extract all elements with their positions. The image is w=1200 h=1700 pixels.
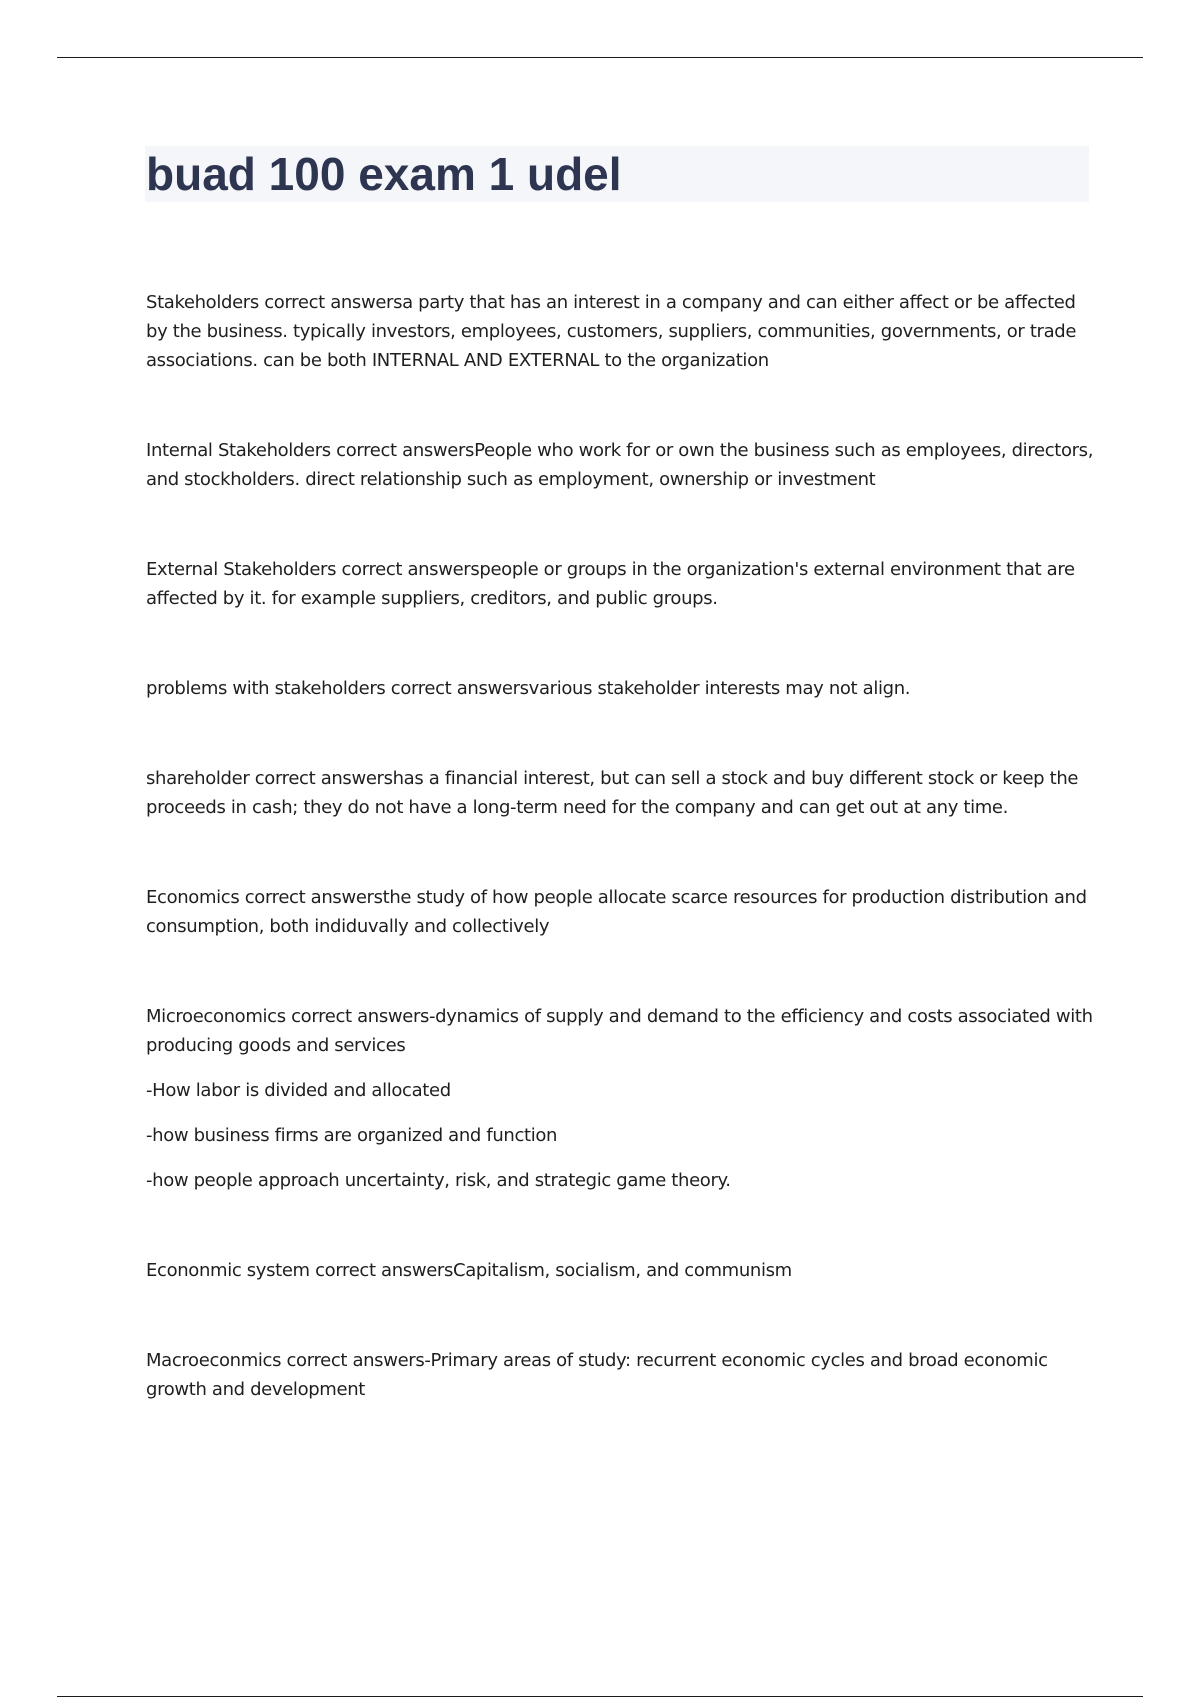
entry-macroeconomics [146, 1346, 1096, 1404]
entry-subpoint: -How labor is divided and allocated [146, 1080, 451, 1101]
entry-text: shareholder correct answershas a financial interest, but can sell a stock and buy different stock or keep the proceeds in cash; they do not have a long-term need for the company and can get out at any time. [146, 768, 1079, 818]
entry-economic-system [146, 1256, 1096, 1285]
entry-subpoint: -how people approach uncertainty, risk, and strategic game theory. [146, 1170, 731, 1191]
document-body [146, 288, 1096, 1465]
entry-subpoint: -how business firms are organized and function [146, 1125, 558, 1146]
entry-text: Stakeholders correct answersa party that has an interest in a company and can either affect or be affected by the business. typically investors, employees, customers, suppliers, communities, governments, or trade associations. can be both INTERNAL AND EXTERNAL to the organization [146, 292, 1077, 371]
entry-text: Macroeconmics correct answers-Primary areas of study: recurrent economic cycles and broad economic growth and development [146, 1350, 1048, 1400]
bottom-rule [57, 1696, 1143, 1697]
entry-stakeholders [146, 288, 1096, 375]
entry-text: Internal Stakeholders correct answersPeople who work for or own the business such as employees, directors, and stockholders. direct relationship such as employment, ownership or investment [146, 440, 1094, 490]
entry-internal-stakeholders [146, 436, 1096, 494]
entry-problems-with-stakeholders [146, 674, 1096, 703]
entry-text: Economics correct answersthe study of how people allocate scarce resources for production distribution and consumption, both indiduvally and collectively [146, 887, 1087, 937]
entry-text: Microeconomics correct answers-dynamics of supply and demand to the efficiency and costs associated with producing goods and services [146, 1006, 1093, 1056]
document-title: buad 100 exam 1 udel [146, 148, 622, 200]
entry-external-stakeholders [146, 555, 1096, 613]
entry-text: problems with stakeholders correct answersvarious stakeholder interests may not align. [146, 678, 911, 699]
entry-text: External Stakeholders correct answerspeople or groups in the organization's external environment that are affected by it. for example suppliers, creditors, and public groups. [146, 559, 1075, 609]
entry-economics [146, 883, 1096, 941]
entry-microeconomics [146, 1002, 1096, 1195]
top-rule [57, 57, 1143, 58]
entry-shareholder [146, 764, 1096, 822]
entry-text: Econonmic system correct answersCapitalism, socialism, and communism [146, 1260, 792, 1281]
